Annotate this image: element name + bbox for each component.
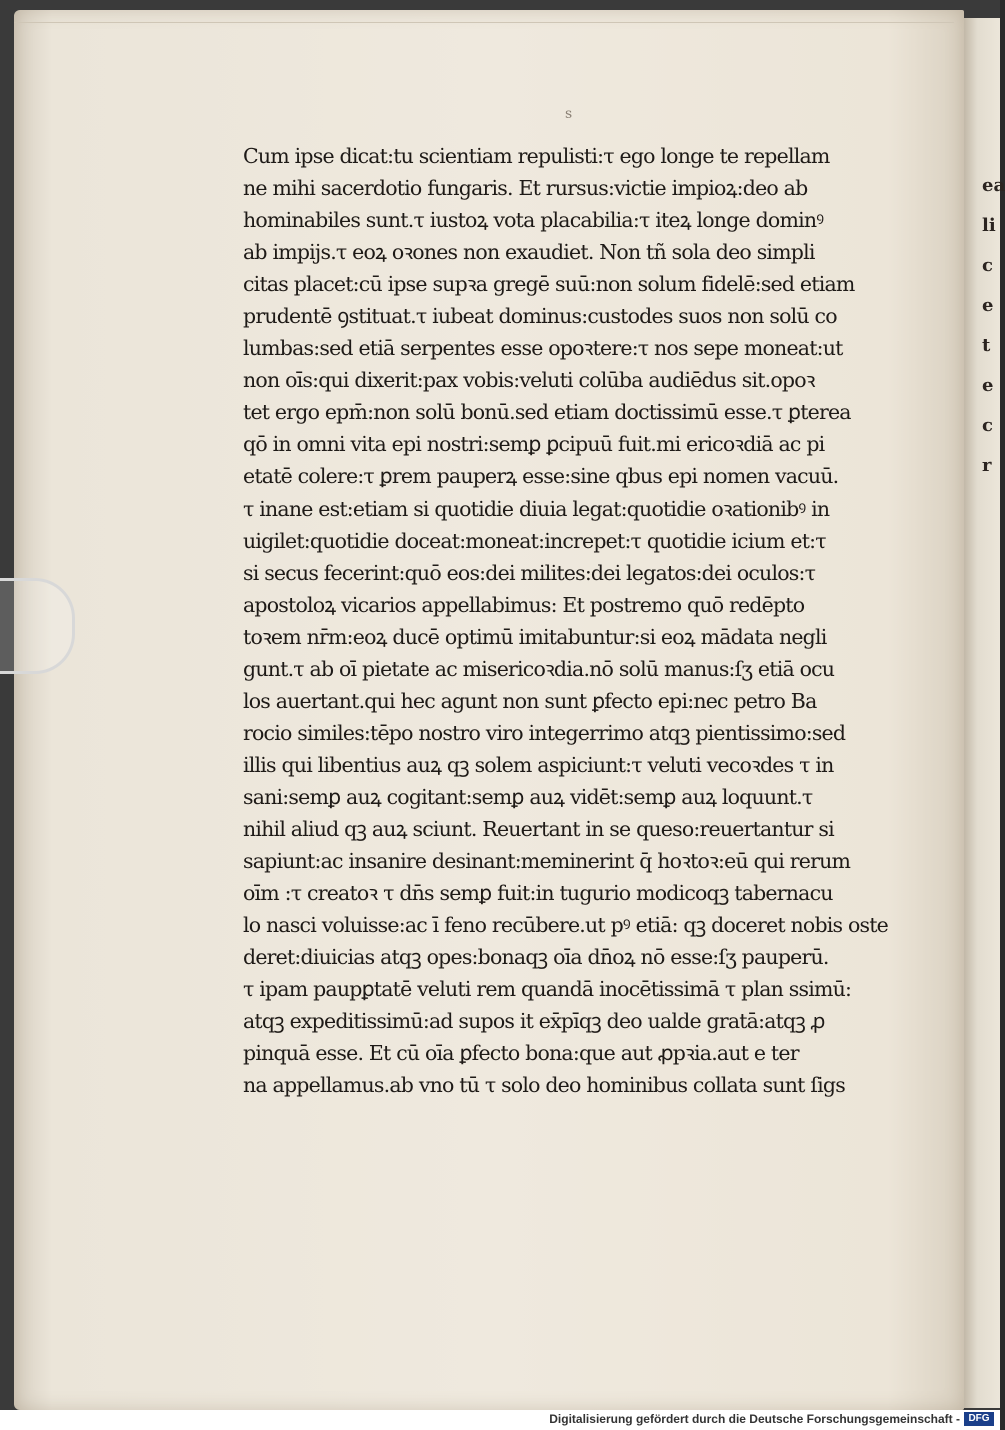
text-line: atqꝫ expeditissimū:ad supos it ex̄pīqꝫ deo ualde gratā:atqꝫ ꝓ [243,1009,825,1034]
text-line: los auertant.qui hec agunt non sunt ꝑfecto epi:nec petro Ba [243,688,817,713]
text-line: sani:semꝑ auꝝ cogitant:semꝑ auꝝ vidēt:semꝑ auꝝ loquunt.τ [243,784,813,809]
text-line: ne mihi sacerdotio fungaris. Et rursus:victie impioꝝ:deo ab [243,176,808,201]
text-line: na appellamus.ab vno tū τ solo deo hominibus collata sunt ſigs [243,1073,845,1098]
text-line: non oīs:qui dixerit:pax vobis:veluti colūba audiēdus sit.opoꝛ [243,368,815,393]
text-line: hominabiles sunt.τ iustoꝝ vota placabilia:τ iteꝝ longe dominꝰ [243,208,824,233]
text-line: Cum ipse dicat:tu scientiam repulisti:τ ego longe te repellam [243,144,830,168]
next-page-fragment: li [982,215,996,236]
next-page-fragment: e [982,295,994,316]
page-edge [14,12,954,23]
text-line: tet ergo epm̄:non solū bonū.sed etiam doctissimū esse.τ ꝑterea [243,400,851,425]
dfg-logo: DFG [964,1412,994,1426]
next-page-fragment: r [982,455,992,476]
text-line: etatē colere:τ ꝑrem pauperꝝ esse:sine qbus epi nomen vacuū. [243,464,839,489]
page-clip [0,578,75,674]
text-block [243,140,888,1101]
text-line: pinquā esse. Et cū oīa ꝑfecto bona:que aut ꝓpꝛia.aut e ter [243,1041,799,1066]
text-line: oīm :τ creatoꝛ τ dn̄s semꝑ fuit:in tugurio modicoqꝫ tabernacu [243,881,833,906]
text-line: τ ipam paupꝑtatē veluti rem quandā inocētissimā τ plan ssimū: [243,977,852,1002]
next-page-fragments [982,166,1005,486]
text-line: lumbas:sed etiā serpentes esse opoꝛtere:τ nos sepe moneat:ut [243,336,843,361]
next-page-fragment: e [982,375,994,396]
text-line: ab impijs.τ eoꝝ oꝛones non exaudiet. Non tñ sola deo simpli [243,240,815,265]
text-line: qō in omni vita epi nostri:semꝑ ꝑcipuū fuit.mi ericoꝛdiā ac pi [243,432,825,457]
text-line: apostoloꝝ vicarios appellabimus: Et postremo quō redēpto [243,592,805,617]
text-line: uigilet:quotidie doceat:moneat:increpet:τ quotidie icium et:τ [243,528,826,553]
next-page-fragment: ea [982,175,1005,196]
next-page-fragment: c [982,415,993,436]
text-line: si secus fecerint:quō eos:dei milites:dei legatos:dei oculos:τ [243,560,816,585]
text-line: illis qui libentius auꝝ qꝫ solem aspiciunt:τ veluti vecoꝛdes τ in [243,752,834,777]
text-line: citas placet:cū ipse supꝛa gregē suū:non solum fidelē:sed etiam [243,272,855,297]
text-line: rocio similes:tēpo nostro viro integerrimo atqꝫ pientissimo:sed [243,720,846,745]
footer-bar [0,1410,1000,1430]
next-page-fragment: c [982,255,993,276]
text-line: deret:diuicias atqꝫ opes:bonaqꝫ oīa dn̄oꝝ nō esse:ſʒ pauperū. [243,945,829,970]
page-mark: s [565,106,573,122]
next-page-fragment: t [982,335,991,356]
footer-credit: Digitalisierung gefördert durch die Deutsche Forschungsgemeinschaft - [549,1412,960,1426]
text-line: τ inane est:etiam si quotidie diuia legat:quotidie oꝛationibꝰ in [243,496,830,521]
text-line: sapiunt:ac insanire desinant:meminerint q̄ hoꝛtoꝛ:eū qui rerum [243,849,851,874]
text-line: prudentē ꝯstituat.τ iubeat dominus:custodes suos non solū co [243,304,837,329]
text-line: lo nasci voluisse:ac ī feno recūbere.ut pꝰ etiā: qꝫ doceret nobis oste [243,913,888,938]
text-line: toꝛem nr̄m:eoꝝ ducē optimū imitabuntur:si eoꝝ mādata negli [243,624,827,649]
text-line: gunt.τ ab oī pietate ac misericoꝛdia.nō solū manus:ſʒ etiā ocu [243,656,835,681]
text-line: nihil aliud qꝫ auꝝ sciunt. Reuertant in se queso:reuertantur si [243,816,834,841]
